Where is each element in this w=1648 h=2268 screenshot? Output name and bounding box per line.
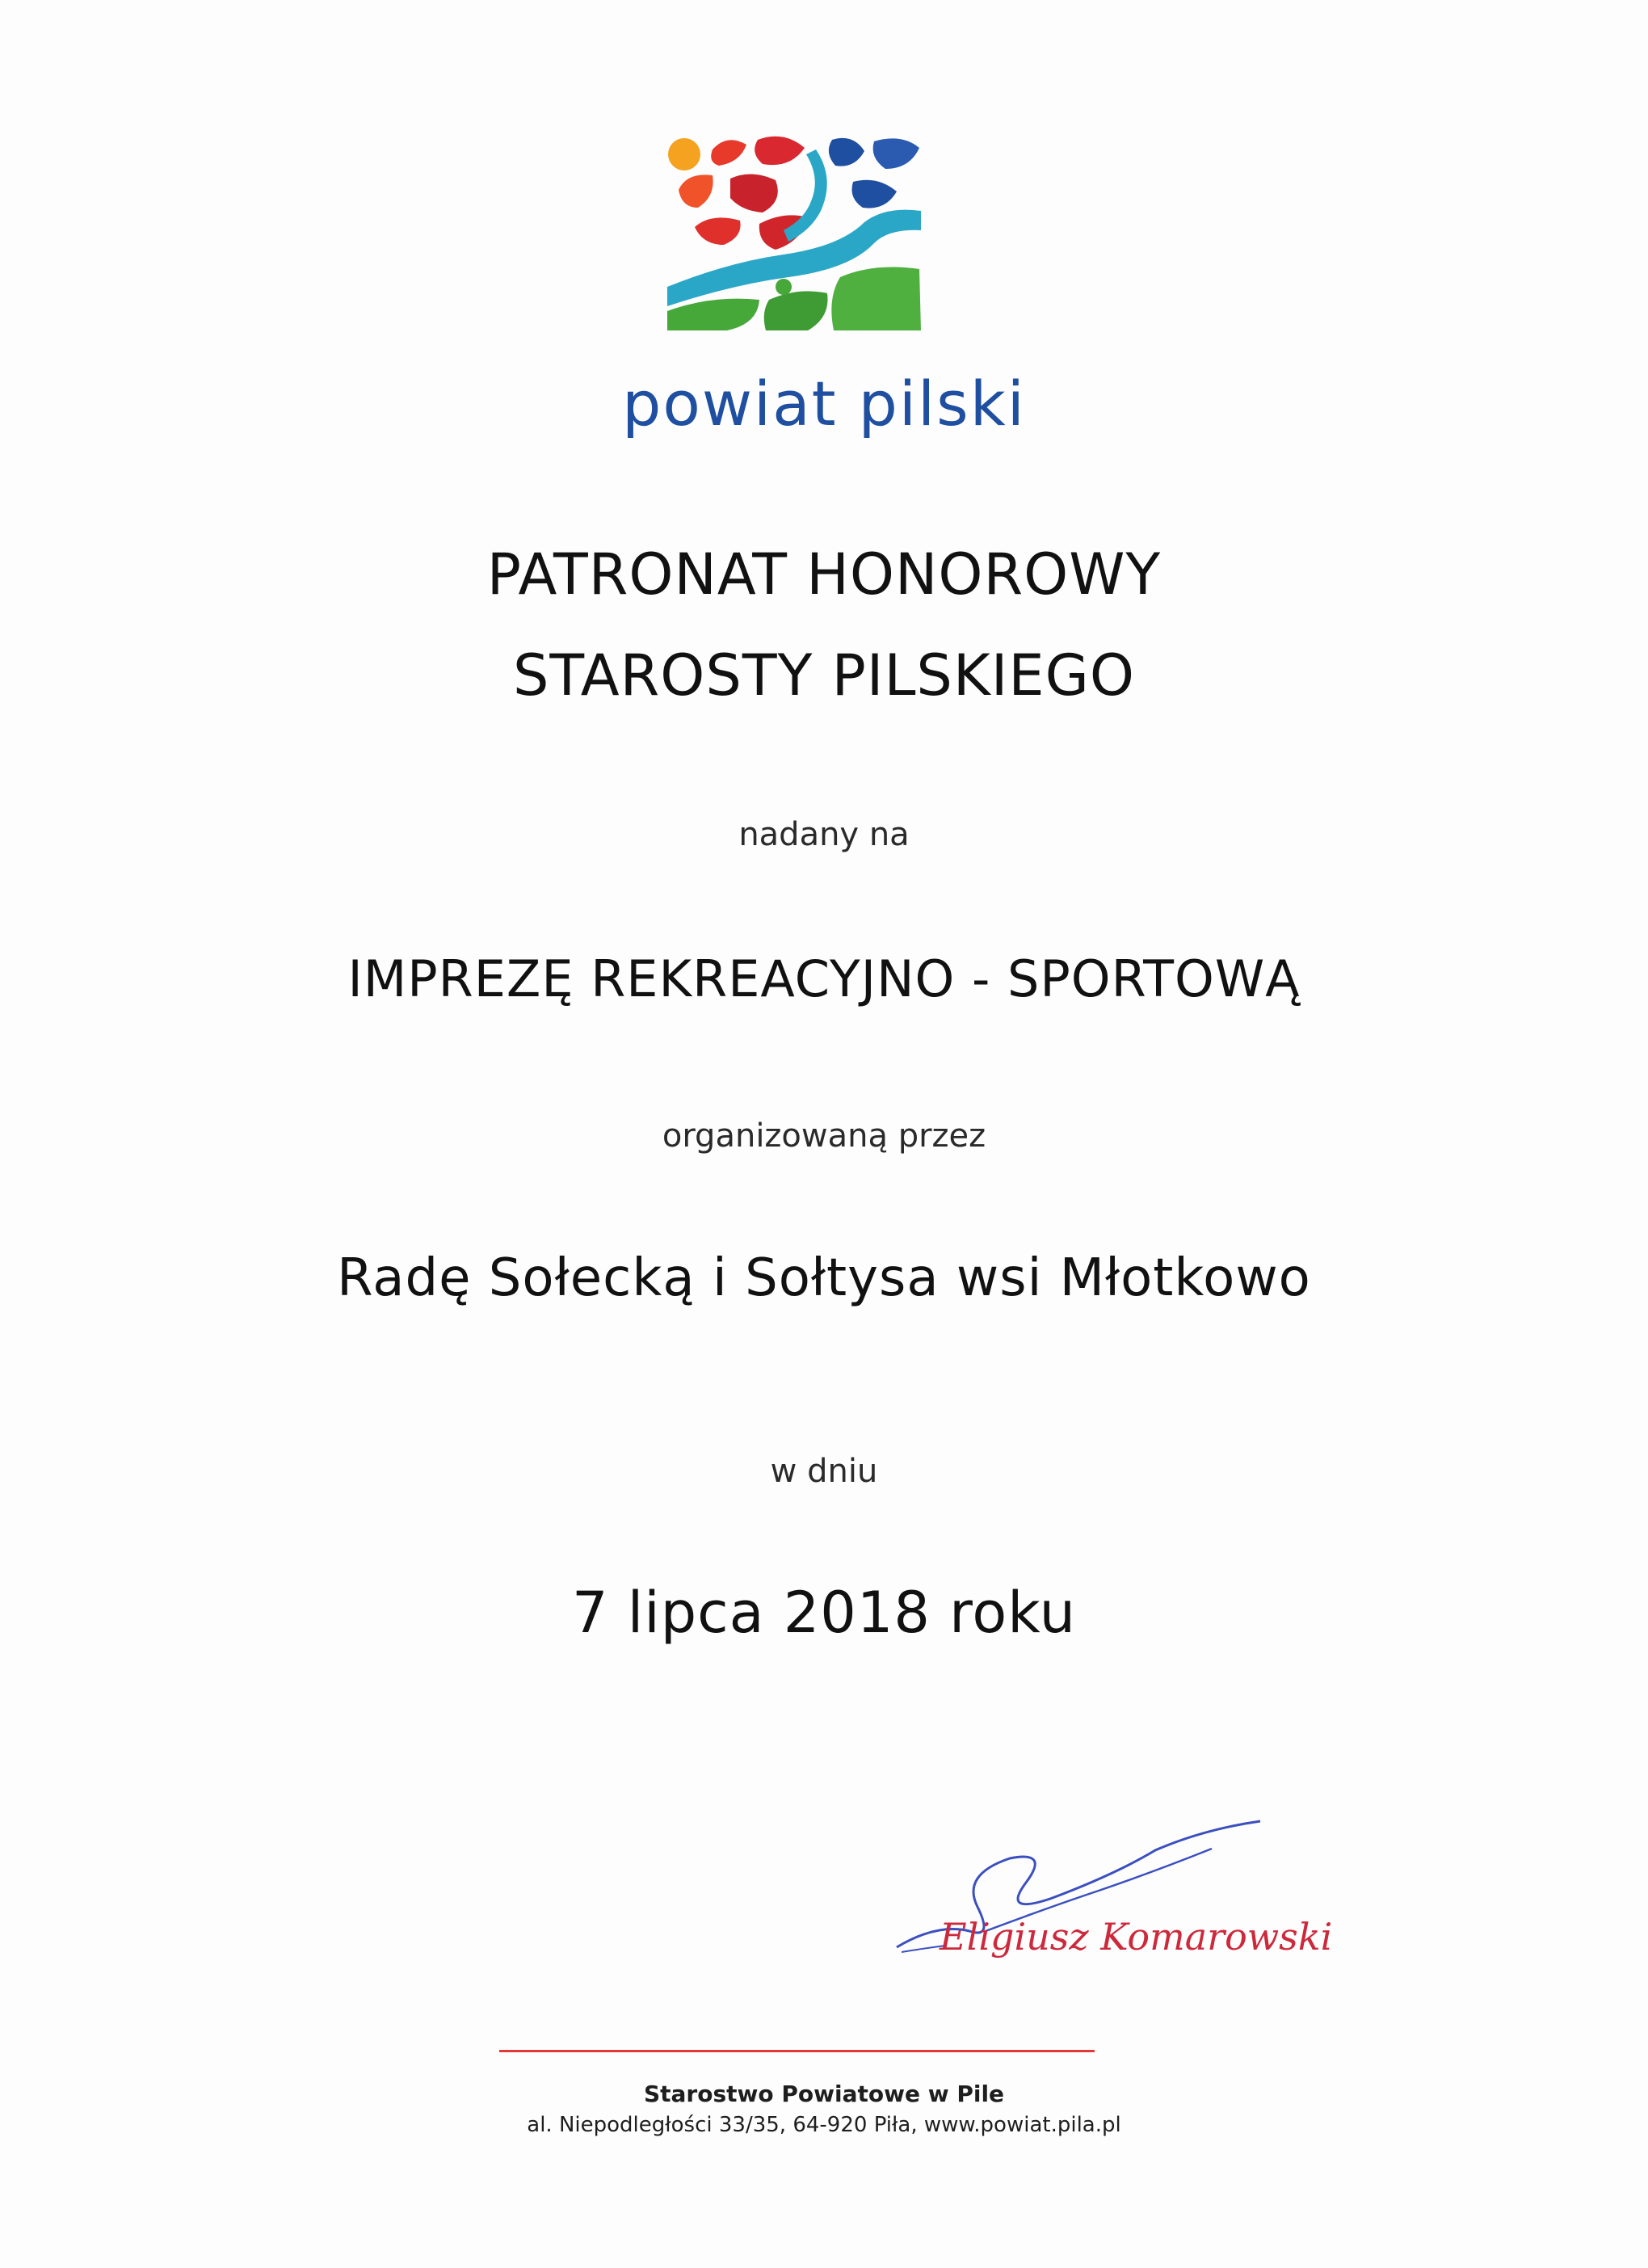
- organized-by-text: organizowaną przez: [662, 1117, 986, 1155]
- footer-divider: [499, 2050, 1095, 2052]
- powiat-pilski-logo-icon: [662, 133, 926, 334]
- title-line-1: PATRONAT HONOROWY: [486, 541, 1162, 608]
- brand-name: powiat pilski: [622, 368, 1026, 440]
- footer-office: Starostwo Powiatowe w Pile: [643, 2081, 1005, 2107]
- granted-for-text: nadany na: [738, 816, 910, 853]
- event-date: 7 lipca 2018 roku: [572, 1580, 1076, 1646]
- organizer-name: Radę Sołecką i Sołtysa wsi Młotkowo: [337, 1248, 1311, 1308]
- event-name: IMPREZĘ REKREACYJNO - SPORTOWĄ: [347, 949, 1301, 1008]
- signer-name: Eligiusz Komarowski: [940, 1915, 1333, 1959]
- title-line-2: STAROSTY PILSKIEGO: [513, 642, 1135, 709]
- on-day-text: w dniu: [770, 1453, 878, 1490]
- footer-address: al. Niepodległości 33/35, 64-920 Piła, www.powiat.pila.pl: [527, 2113, 1121, 2137]
